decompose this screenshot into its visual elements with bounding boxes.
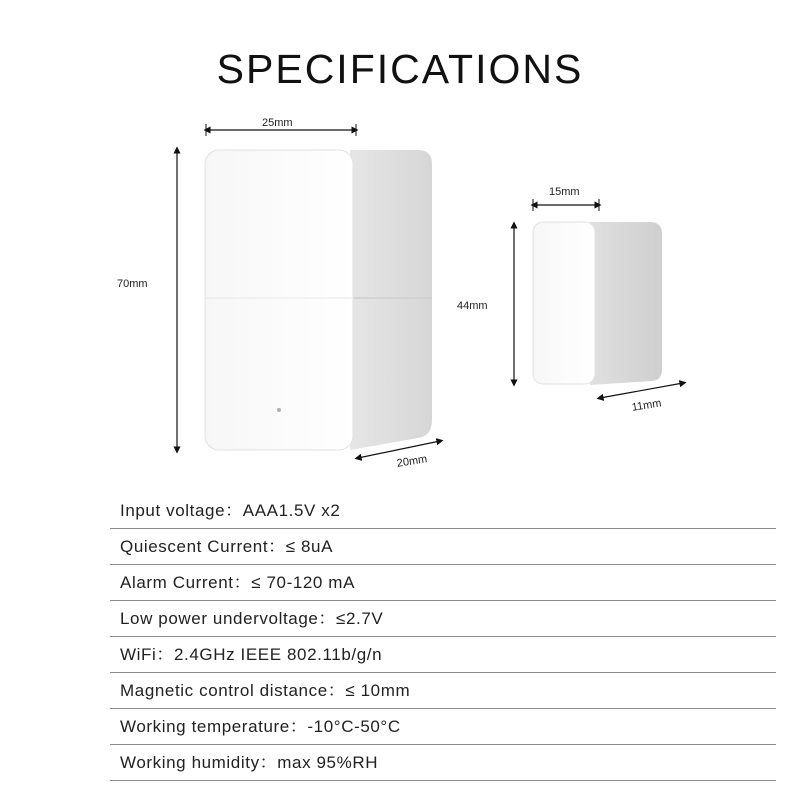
magnet-depth-line: [600, 383, 683, 398]
sensor-width-label: 25mm: [262, 117, 293, 129]
sensor-depth-label: 20mm: [396, 453, 429, 470]
spec-magnetic-distance: Magnetic control distance：≤ 10mm: [110, 673, 776, 709]
spec-low-power-undervoltage: Low power undervoltage：≤2.7V: [110, 601, 776, 637]
spec-wifi: WiFi：2.4GHz IEEE 802.11b/g/n: [110, 637, 776, 673]
magnet-width-label: 15mm: [549, 186, 580, 198]
spec-quiescent-current: Quiescent Current：≤ 8uA: [110, 529, 776, 565]
spec-alarm-current: Alarm Current：≤ 70-120 mA: [110, 565, 776, 601]
sensor-height-label: 70mm: [117, 278, 148, 290]
spec-working-humidity: Working humidity：max 95%RH: [110, 745, 776, 781]
magnet-height-label: 44mm: [457, 300, 488, 312]
sensor-device: [205, 150, 432, 450]
magnet-depth-label: 11mm: [631, 397, 663, 414]
led-indicator: [277, 408, 281, 412]
spec-input-voltage: Input voltage：AAA1.5V x2: [110, 493, 776, 529]
magnet-device: [533, 222, 662, 385]
page-title: SPECIFICATIONS: [216, 46, 584, 92]
spec-list: [110, 493, 776, 781]
spec-working-temperature: Working temperature：-10°C-50°C: [110, 709, 776, 745]
